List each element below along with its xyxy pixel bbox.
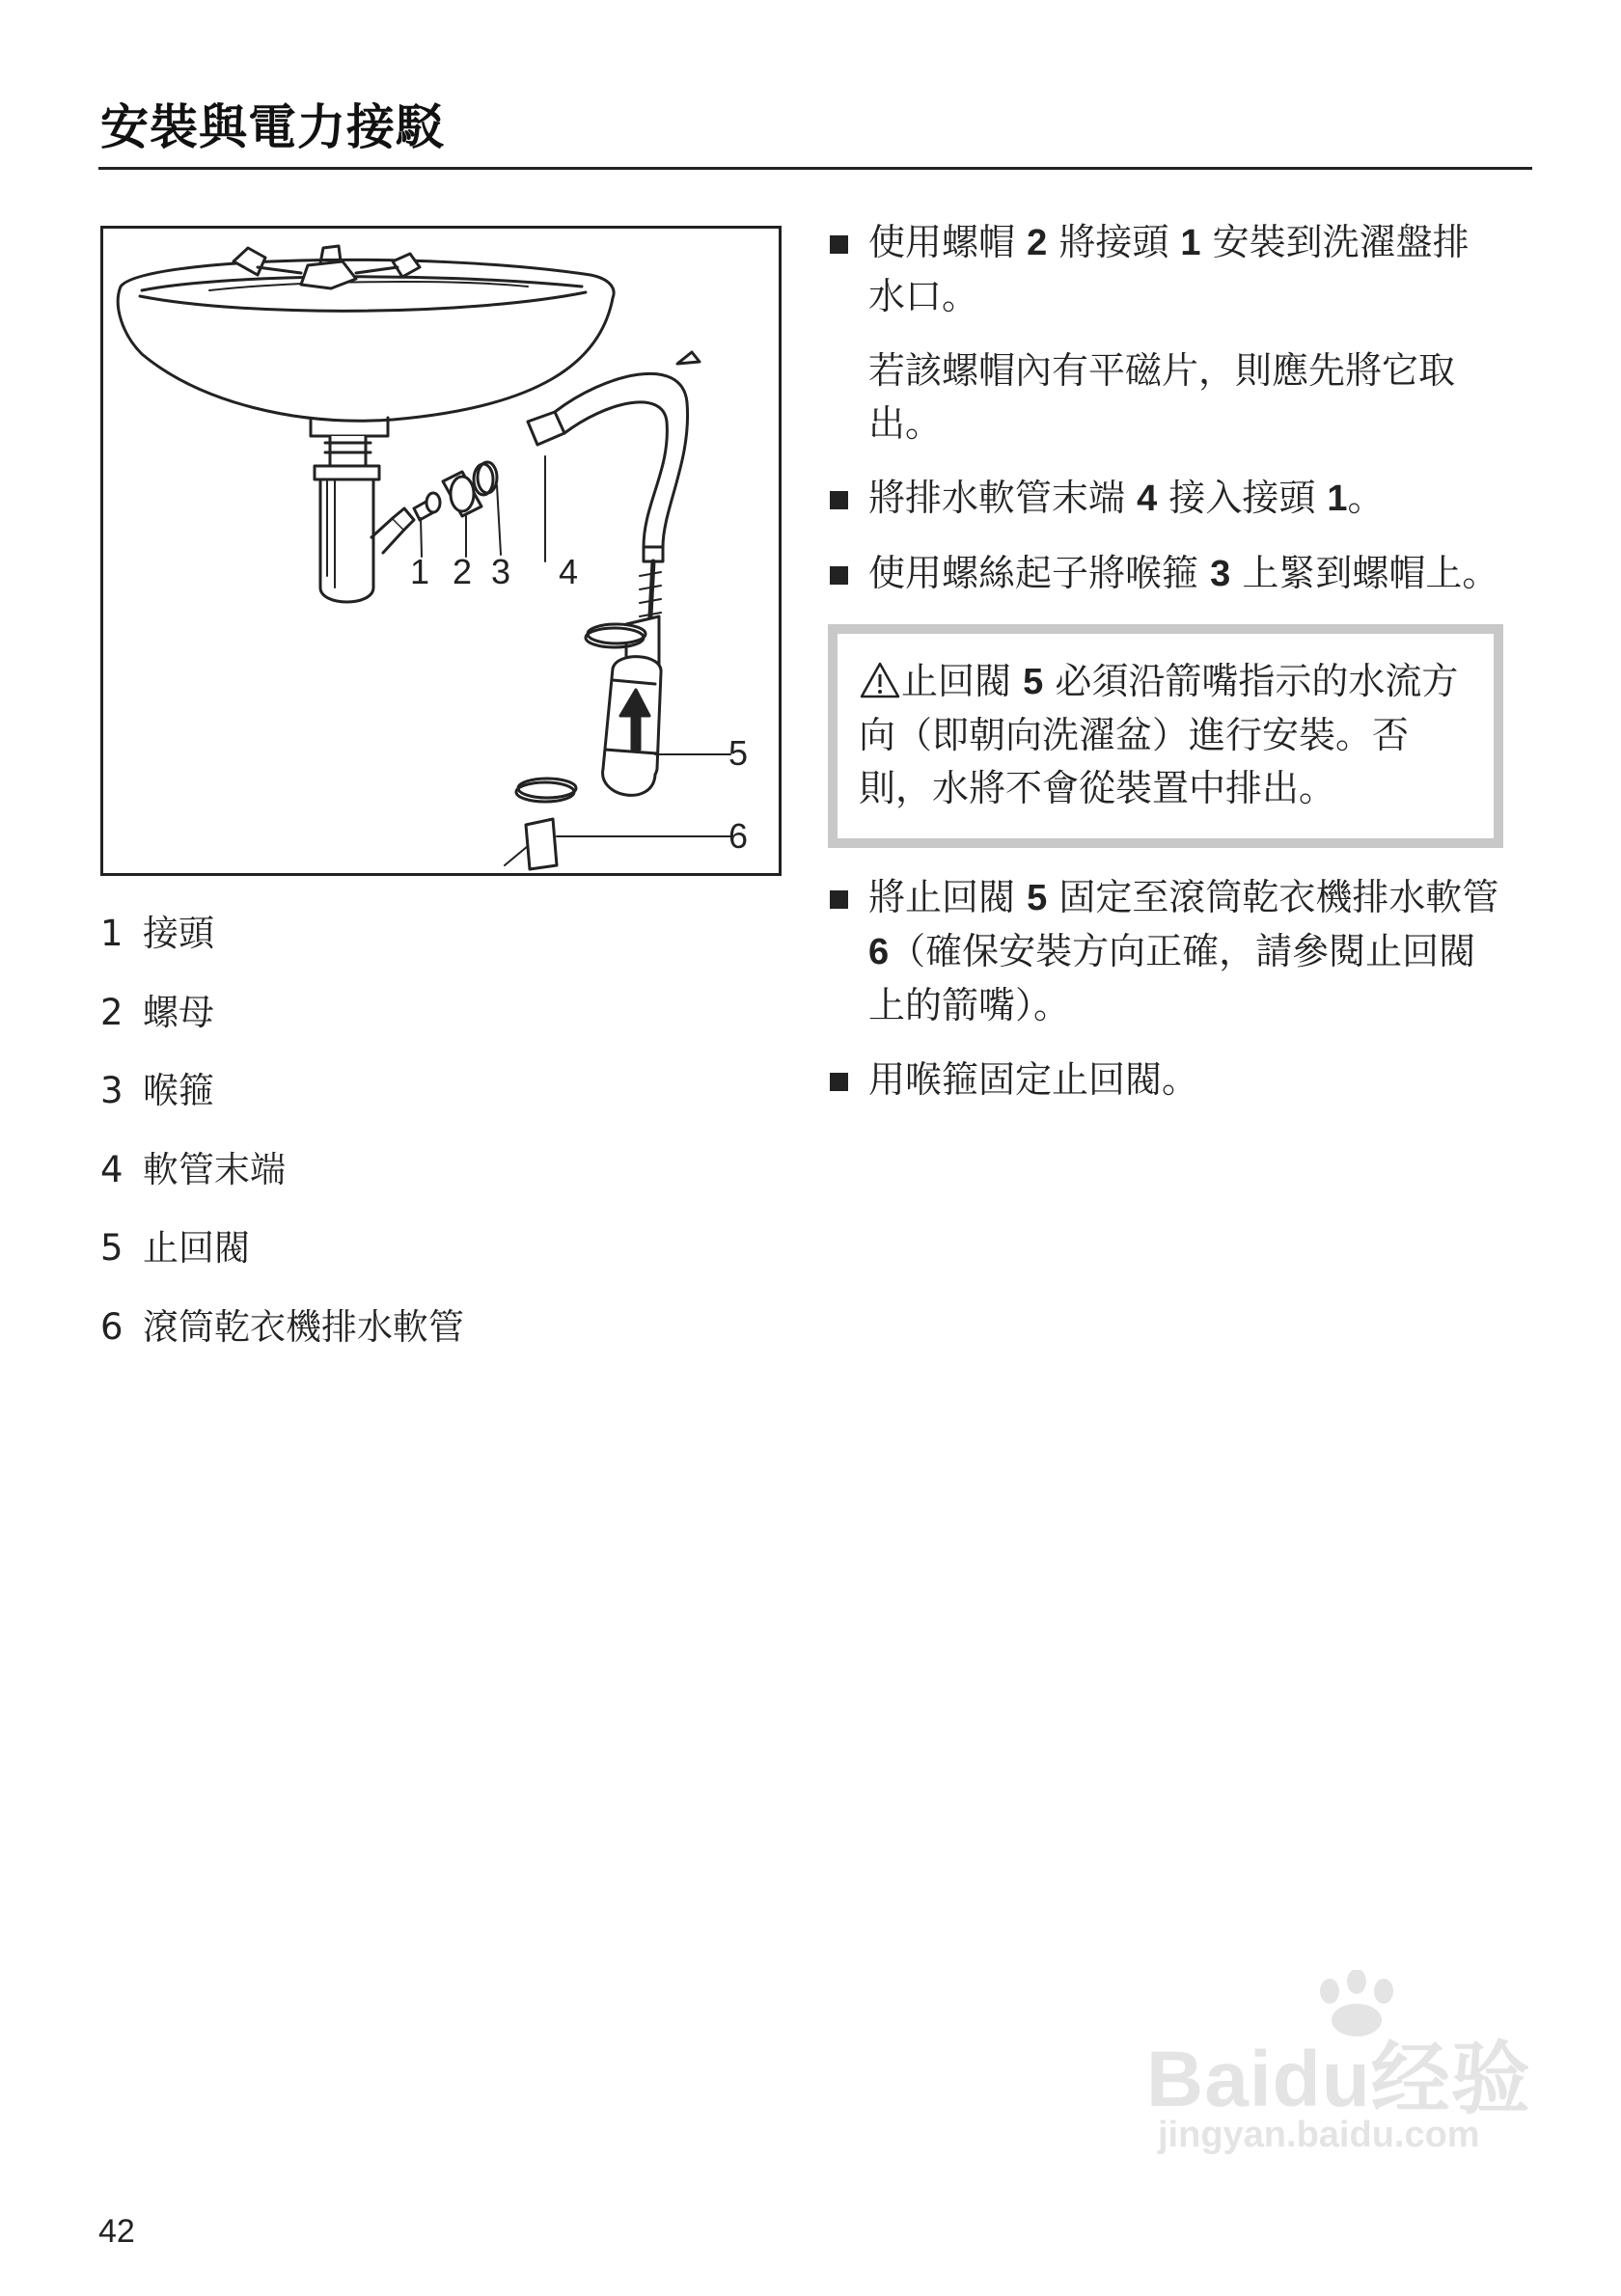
part-ref: 2 [1027, 223, 1048, 263]
step-text: 上緊到螺帽上。 [1230, 552, 1499, 594]
step-text: 將接頭 [1047, 221, 1181, 263]
legend-number: 2 [100, 991, 124, 1033]
square-bullet-icon [830, 1073, 848, 1091]
instruction-step-5 [828, 1053, 1503, 1107]
step-text: （確保安裝方向正確，請參閱止回閥上的箭嘴）。 [868, 930, 1476, 1026]
watermark-text: Baidu经验 [1146, 2036, 1531, 2123]
legend-item [100, 1227, 464, 1306]
part-ref: 5 [1023, 662, 1044, 702]
callout-1: 1 [410, 552, 430, 591]
warning-text: 止回閥 [901, 660, 1024, 702]
instructions-column [828, 216, 1503, 1107]
instruction-note: 若該螺帽內有平磁片，則應先將它取出。 [868, 349, 1456, 445]
instruction-step-2 [828, 472, 1503, 526]
step-text: 用喉箍固定止回閥。 [868, 1058, 1199, 1101]
legend-item [100, 1149, 464, 1228]
legend-item [100, 1070, 464, 1149]
legend-label: 接頭 [143, 913, 214, 954]
step-text: 將排水軟管末端 [868, 477, 1138, 519]
instruction-step-1 [828, 216, 1503, 323]
legend-label: 喉箍 [143, 1070, 214, 1111]
part-ref: 3 [1210, 554, 1231, 594]
part-ref: 1 [1327, 478, 1348, 519]
baidu-watermark [1146, 1970, 1552, 2163]
callout-6: 6 [728, 816, 749, 856]
warning-text: 必須沿箭嘴指示的水流方向（即朝向洗濯盆）進行安裝。否則，水將不會從裝置中排出。 [859, 660, 1459, 809]
part-ref: 4 [1137, 478, 1158, 519]
legend-number: 4 [100, 1148, 124, 1190]
parts-legend [100, 913, 464, 1384]
step-text: 。 [1347, 477, 1385, 519]
step-text: 固定至滾筒乾衣機排水軟管 [1047, 876, 1499, 918]
square-bullet-icon [830, 491, 848, 509]
installation-illustration [100, 226, 782, 876]
legend-number: 3 [100, 1070, 124, 1111]
callout-2: 2 [453, 552, 473, 591]
legend-label: 滾筒乾衣機排水軟管 [143, 1305, 464, 1348]
square-bullet-icon [830, 566, 848, 585]
callout-4: 4 [559, 552, 579, 591]
step-text: 使用螺絲起子將喉箍 [868, 552, 1211, 594]
warning-triangle-icon [859, 661, 901, 699]
page-number: 42 [98, 2213, 135, 2250]
instruction-step-4 [828, 871, 1503, 1032]
legend-item [100, 1306, 464, 1385]
step-text: 使用螺帽 [868, 221, 1028, 263]
page-title: 安裝與電力接駁 [100, 99, 445, 155]
legend-number: 1 [100, 913, 124, 954]
square-bullet-icon [830, 235, 848, 254]
part-ref: 1 [1180, 223, 1201, 263]
square-bullet-icon [830, 890, 848, 909]
legend-number: 5 [100, 1227, 124, 1269]
legend-number: 6 [100, 1305, 124, 1348]
step-text: 將止回閥 [868, 876, 1028, 918]
callout-3: 3 [491, 552, 511, 591]
callout-5: 5 [728, 733, 749, 773]
sink-drain-diagram [103, 229, 779, 873]
legend-item [100, 992, 464, 1071]
instruction-step-3 [828, 547, 1503, 601]
watermark-url: jingyan.baidu.com [1158, 2115, 1480, 2155]
legend-label: 軟管末端 [143, 1148, 286, 1190]
warning-box [828, 624, 1503, 848]
legend-item [100, 913, 464, 992]
part-ref: 6 [868, 932, 890, 972]
legend-label: 止回閥 [143, 1227, 250, 1269]
part-ref: 5 [1027, 878, 1048, 918]
legend-label: 螺母 [143, 991, 214, 1033]
title-divider [98, 167, 1532, 170]
step-text: 安裝到洗濯盤排水口。 [868, 221, 1470, 317]
step-text: 接入接頭 [1157, 477, 1328, 519]
